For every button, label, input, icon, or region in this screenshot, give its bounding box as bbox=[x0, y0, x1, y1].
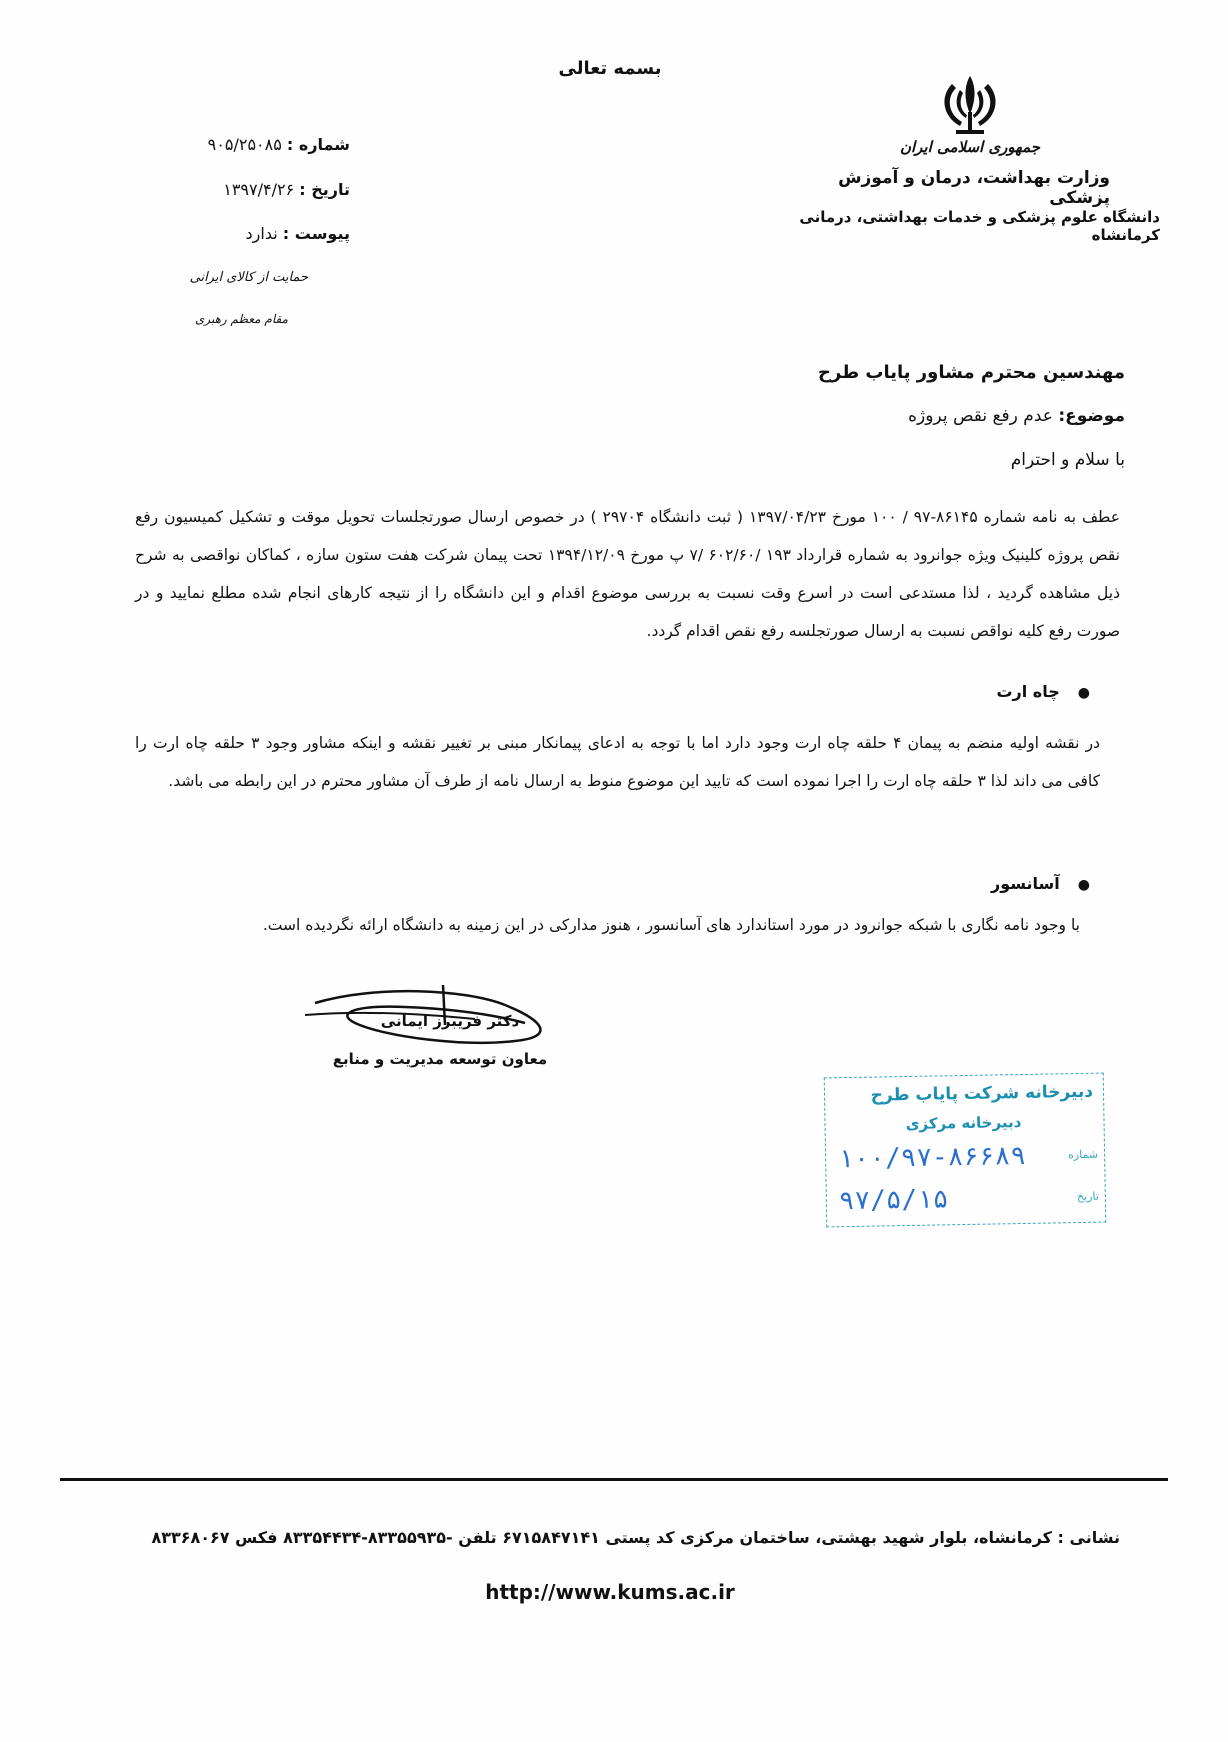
footer-website-link[interactable]: http://www.kums.ac.ir bbox=[485, 1580, 735, 1604]
stamp-number: ۱۰۰/۹۷-۸۶۶۸۹ bbox=[837, 1140, 1027, 1175]
bullet-elevator bbox=[880, 874, 1090, 893]
republic-title: جمهوری اسلامی ایران bbox=[899, 138, 1041, 156]
letter-date bbox=[150, 180, 350, 199]
body-paragraph-2: در نقشه اولیه منضم به پیمان ۴ حلقه چاه ارت وجود دارد اما با توجه به ادعای پیمانکار مبنی بر تغییر نقشه و اینکه مشاور وجود ۳ حلقه چاه ارت را کافی می داند لذا ۳ حلقه چاه ارت را اجرا نموده است که تایید این موضوع منوط به ارسال نامه از طرف آن مشاور محترم در این رابطه می باشد. bbox=[135, 734, 1100, 790]
body-paragraph-1: عطف به نامه شماره ۸۶۱۴۵-۹۷ / ۱۰۰ مورخ ۱۳۹۷/۰۴/۲۳ ( ثبت دانشگاه ۲۹۷۰۴ ) در خصوص ارسال صورتجلسات تحویل موقت و تشکیل کمیسیون رفع نقص پروژه کلینیک ویژه جوانرود به شماره قرارداد ۱۹۳ /۶۰۲/۶۰ /۷ پ مورخ ۱۳۹۴/۱۲/۰۹ تحت پیمان شرکت هفت ستون سازه ، کماکان نواقصی به شرح ذیل مشاهده گردید ، لذا مستدعی است در اسرع وقت نسبت به بررسی موضوع اقدام و این دانشگاه را از نتیجه کارهای انجام شده مطلع نمایید و در صورت رفع کلیه نواقص نسبت به ارسال صورتجلسه رفع نقص اقدام گردد. bbox=[135, 508, 1120, 640]
stamp-date-label: تاریخ bbox=[1076, 1189, 1099, 1204]
letter-number-value: ۹۰۵/۲۵۰۸۵ bbox=[207, 135, 282, 154]
bullet-title: چاه ارت bbox=[996, 682, 1060, 701]
iran-emblem-icon bbox=[930, 70, 1010, 140]
letter-date-value: ۱۳۹۷/۴/۲۶ bbox=[223, 180, 295, 199]
stamp-number-label: شماره bbox=[1067, 1147, 1099, 1162]
bullet-earthing-well bbox=[880, 682, 1090, 701]
letter-attachment-value: ندارد bbox=[245, 224, 278, 243]
footer-address: نشانی : کرمانشاه، بلوار شهید بهشتی، ساختمان مرکزی کد پستی ۶۷۱۵۸۴۷۱۴۱ تلفن -۸۳۳۵۵۹۳۵-۸۳۳۵۴۴۳۴ فکس ۸۳۳۶۸۰۶۷ bbox=[151, 1528, 1120, 1547]
letter-number bbox=[150, 135, 350, 154]
recipient: مهندسین محترم مشاور پایاب طرح bbox=[818, 362, 1125, 383]
bullet-icon: ● bbox=[1077, 685, 1090, 701]
subject-line bbox=[780, 406, 1125, 426]
body-paragraph-3: با وجود نامه نگاری با شبکه جوانرود در مورد استاندارد های آسانسور ، هنوز مدارکی در این زمینه به دانشگاه ارائه نگردیده است. bbox=[262, 916, 1080, 934]
university-title: دانشگاه علوم پزشکی و خدمات بهداشتی، درمانی کرمانشاه bbox=[799, 208, 1160, 244]
basmala: بسمه تعالی bbox=[558, 58, 662, 79]
bullet-icon: ● bbox=[1077, 877, 1090, 893]
subject-label: موضوع: bbox=[1058, 406, 1125, 426]
slogan-line: حمایت از کالای ایرانی bbox=[189, 270, 308, 285]
slogan-attribution: مقام معظم رهبری bbox=[194, 312, 288, 326]
signer-title: معاون توسعه مدیریت و منابع bbox=[332, 1050, 548, 1068]
letter-number-label: شماره : bbox=[286, 135, 350, 154]
signer-name: دکتر فریبرز ایمانی bbox=[380, 1012, 520, 1030]
letter-attachment bbox=[150, 224, 350, 243]
stamp-subtitle: دبیرخانه مرکزی bbox=[905, 1113, 1022, 1134]
stamp-title: دبیرخانه شرکت پایاب طرح bbox=[870, 1081, 1094, 1106]
greeting: با سلام و احترام bbox=[1010, 450, 1125, 470]
bullet-title: آسانسور bbox=[991, 874, 1060, 893]
letter-date-label: تاریخ : bbox=[299, 180, 350, 199]
letter-attachment-label: پیوست : bbox=[282, 224, 350, 243]
ministry-title: وزارت بهداشت، درمان و آموزش پزشکی bbox=[838, 168, 1110, 208]
footer-divider bbox=[60, 1478, 1168, 1481]
subject-value: عدم رفع نقص پروژه bbox=[908, 406, 1053, 426]
receipt-stamp bbox=[824, 1073, 1107, 1228]
stamp-date: ۹۷/۵/۱۵ bbox=[838, 1184, 949, 1217]
